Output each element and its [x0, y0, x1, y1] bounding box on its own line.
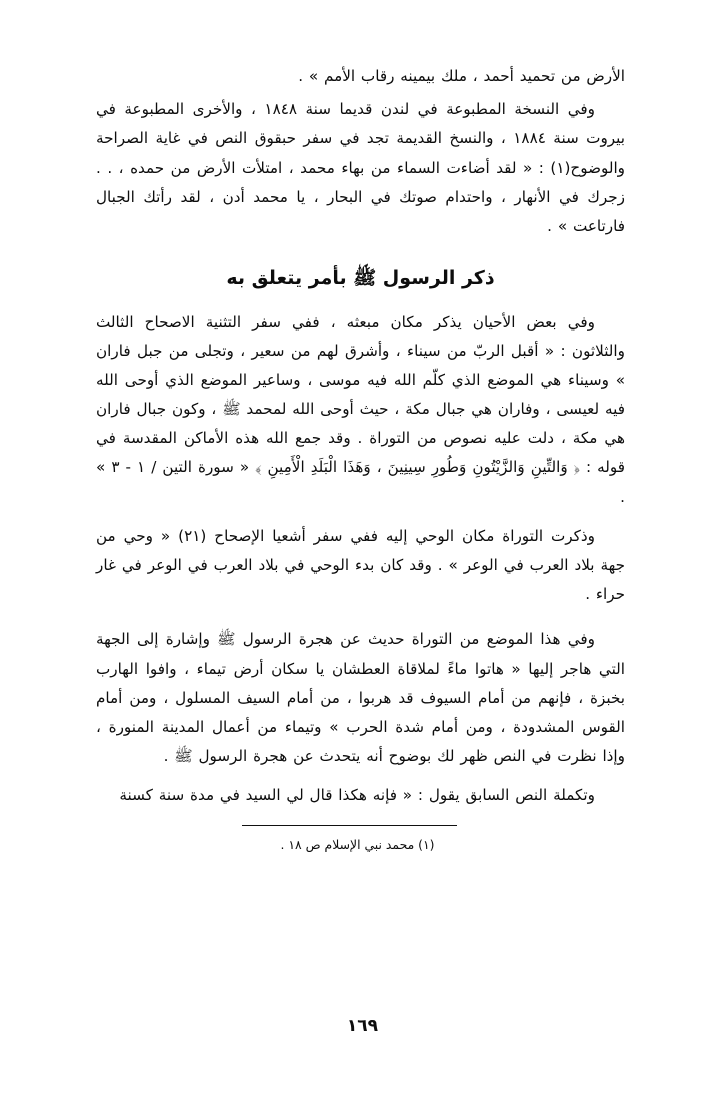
- paragraph-2: وفي النسخة المطبوعة في لندن قديما سنة ١٨٤٨ ، والأخرى المطبوعة في بيروت سنة ١٨٨٤ ، والنسخ القديمة تجد في سفر حبقوق النص في غاية الصراحة والوضوح(١) : « لقد أضاءت السماء من بهاء محمد ، امتلأت الأرض من حمده ، . . زجرك في الأنهار ، واحتدام صوتك في البحار ، يا محمد أدن ، لقد رأتك الجبال فارتاعت » .: [96, 100, 625, 235]
- paragraph-spacer-2: [96, 613, 625, 625]
- paragraph-4: وذكرت التوراة مكان الوحي إليه ففي سفر أشعيا الإصحاح (٢١) « وحي من جهة بلاد العرب في الوعر » . وقد كان بدء الوحي في بلاد العرب في الوعر في غار حراء .: [96, 526, 625, 604]
- footnote-divider: [242, 825, 457, 826]
- footnote-text: (١) محمد نبي الإسلام ص ١٨ .: [280, 836, 435, 852]
- paragraph-6: وتكملة النص السابق يقول : « فإنه هكذا قال لي السيد في مدة سنة كسنة: [119, 786, 595, 805]
- paragraph-5: وفي هذا الموضع من التوراة حديث عن هجرة الرسول ﷺ وإشارة إلى الجهة التي هاجر إليها « هاتوا ماءً لملاقاة العطشان يا سكان أرض تيماء ، وافوا الهارب بخبزة ، فإنهم من أمام السيوف قد هربوا ، من أمام السيف المسلول ، ومن أمام القوس المشدودة ، ومن أمام شدة الحرب » وتيماء من أعمال المدينة المنورة ، وإذا نظرت في النص ظهر لك بوضوح أنه يتحدث عن هجرة الرسول ﷺ .: [96, 630, 625, 766]
- page-content: [96, 62, 625, 855]
- paragraph-1: الأرض من تحميد أحمد ، ملك بيمينه رقاب الأمم » .: [298, 67, 625, 85]
- section-heading: ذكر الرسول ﷺ بأمر يتعلق به: [226, 267, 495, 290]
- page-number: ١٦٩: [346, 1016, 379, 1036]
- paragraph-3: وفي بعض الأحيان يذكر مكان مبعثه ، ففي سفر التثنية الاصحاح الثالث والثلاثون : « أقبل الربّ من سيناء ، وأشرق لهم من سعير ، وتجلى من جبل فاران » وسيناء هي الموضع الذي كلّم الله فيه موسى ، وساعير الموضع الذي أوحى الله فيه لعيسى ، وفاران هي جبال مكة ، حيث أوحى الله لمحمد ﷺ ، وكون جبال فاران هي مكة ، دلت عليه نصوص من التوراة . وقد جمع الله هذه الأماكن المقدسة في قوله : ﴿ وَالتِّينِ وَالزَّيْتُونِ وَطُورِ سِينِينَ ، وَهَذَا الْبَلَدِ الْأَمِينِ ﴾ « سورة التين / ١ - ٣ » .: [96, 312, 625, 506]
